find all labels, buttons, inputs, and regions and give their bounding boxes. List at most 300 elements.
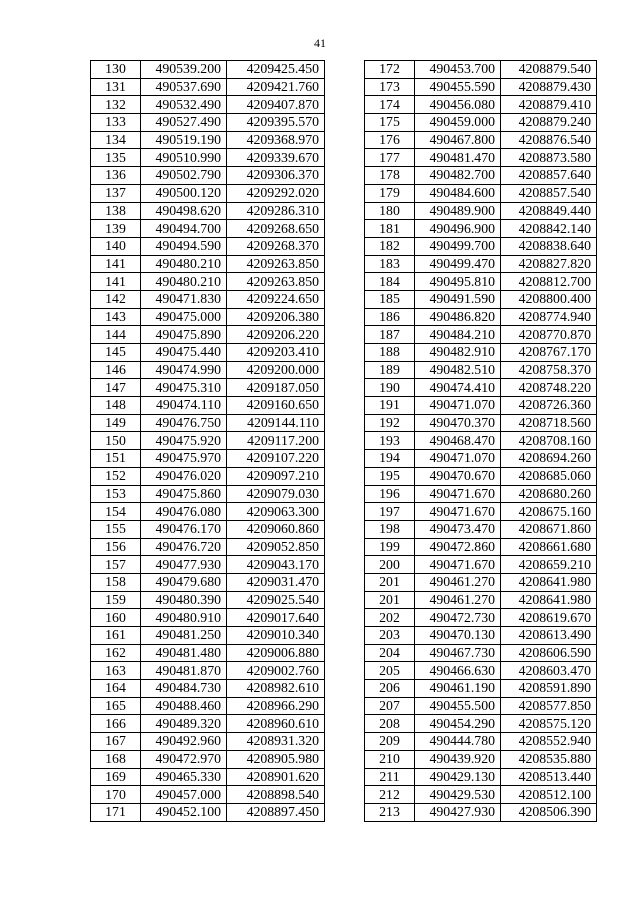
- point-number-cell: 153: [91, 485, 141, 503]
- x-coordinate-cell: 490500.120: [141, 184, 227, 202]
- y-coordinate-cell: 4208512.100: [501, 786, 597, 804]
- table-row: [365, 715, 597, 733]
- table-row: [91, 538, 325, 556]
- x-coordinate-cell: 490467.800: [415, 131, 501, 149]
- y-coordinate-cell: 4208641.980: [501, 591, 597, 609]
- y-coordinate-cell: 4208873.580: [501, 149, 597, 167]
- point-number-cell: 160: [91, 609, 141, 627]
- table-row: [365, 344, 597, 362]
- x-coordinate-cell: 490479.680: [141, 573, 227, 591]
- y-coordinate-cell: 4208535.880: [501, 750, 597, 768]
- table-row: [365, 273, 597, 291]
- x-coordinate-cell: 490456.080: [415, 96, 501, 114]
- y-coordinate-cell: 4209263.850: [227, 273, 325, 291]
- coordinates-table-left: [90, 60, 325, 822]
- point-number-cell: 189: [365, 361, 415, 379]
- y-coordinate-cell: 4208671.860: [501, 520, 597, 538]
- table-row: [91, 344, 325, 362]
- point-number-cell: 134: [91, 131, 141, 149]
- table-row: [365, 61, 597, 79]
- table-row: [91, 149, 325, 167]
- table-row: [365, 680, 597, 698]
- point-number-cell: 139: [91, 220, 141, 238]
- table-row: [91, 750, 325, 768]
- x-coordinate-cell: 490484.600: [415, 184, 501, 202]
- x-coordinate-cell: 490475.920: [141, 432, 227, 450]
- y-coordinate-cell: 4208606.590: [501, 644, 597, 662]
- point-number-cell: 162: [91, 644, 141, 662]
- x-coordinate-cell: 490474.110: [141, 397, 227, 415]
- table-row: [365, 627, 597, 645]
- point-number-cell: 201: [365, 573, 415, 591]
- y-coordinate-cell: 4208680.260: [501, 485, 597, 503]
- y-coordinate-cell: 4208575.120: [501, 715, 597, 733]
- point-number-cell: 165: [91, 697, 141, 715]
- x-coordinate-cell: 490484.730: [141, 680, 227, 698]
- y-coordinate-cell: 4209421.760: [227, 78, 325, 96]
- y-coordinate-cell: 4209144.110: [227, 414, 325, 432]
- x-coordinate-cell: 490480.210: [141, 255, 227, 273]
- point-number-cell: 213: [365, 803, 415, 821]
- y-coordinate-cell: 4208726.360: [501, 397, 597, 415]
- x-coordinate-cell: 490455.500: [415, 697, 501, 715]
- table-row: [91, 609, 325, 627]
- point-number-cell: 150: [91, 432, 141, 450]
- y-coordinate-cell: 4208552.940: [501, 733, 597, 751]
- table-row: [91, 680, 325, 698]
- x-coordinate-cell: 490444.780: [415, 733, 501, 751]
- point-number-cell: 211: [365, 768, 415, 786]
- table-row: [91, 220, 325, 238]
- table-row: [365, 78, 597, 96]
- x-coordinate-cell: 490477.930: [141, 556, 227, 574]
- x-coordinate-cell: 490476.020: [141, 467, 227, 485]
- x-coordinate-cell: 490475.860: [141, 485, 227, 503]
- point-number-cell: 201: [365, 591, 415, 609]
- table-row: [91, 414, 325, 432]
- table-row: [91, 202, 325, 220]
- x-coordinate-cell: 490475.310: [141, 379, 227, 397]
- table-row: [365, 467, 597, 485]
- x-coordinate-cell: 490427.930: [415, 803, 501, 821]
- y-coordinate-cell: 4209425.450: [227, 61, 325, 79]
- table-row: [91, 379, 325, 397]
- table-row: [91, 503, 325, 521]
- table-row: [365, 379, 597, 397]
- x-coordinate-cell: 490482.700: [415, 167, 501, 185]
- table-row: [365, 573, 597, 591]
- y-coordinate-cell: 4208641.980: [501, 573, 597, 591]
- table-row: [365, 750, 597, 768]
- point-number-cell: 136: [91, 167, 141, 185]
- point-number-cell: 135: [91, 149, 141, 167]
- y-coordinate-cell: 4208685.060: [501, 467, 597, 485]
- point-number-cell: 179: [365, 184, 415, 202]
- x-coordinate-cell: 490495.810: [415, 273, 501, 291]
- x-coordinate-cell: 490489.900: [415, 202, 501, 220]
- point-number-cell: 148: [91, 397, 141, 415]
- y-coordinate-cell: 4208849.440: [501, 202, 597, 220]
- x-coordinate-cell: 490474.410: [415, 379, 501, 397]
- table-row: [365, 237, 597, 255]
- table-row: [365, 538, 597, 556]
- table-row: [91, 733, 325, 751]
- point-number-cell: 143: [91, 308, 141, 326]
- point-number-cell: 144: [91, 326, 141, 344]
- point-number-cell: 141: [91, 255, 141, 273]
- point-number-cell: 163: [91, 662, 141, 680]
- page-number: 41: [314, 36, 326, 50]
- y-coordinate-cell: 4208603.470: [501, 662, 597, 680]
- table-row: [91, 290, 325, 308]
- x-coordinate-cell: 490480.210: [141, 273, 227, 291]
- table-row: [365, 591, 597, 609]
- point-number-cell: 200: [365, 556, 415, 574]
- point-number-cell: 137: [91, 184, 141, 202]
- point-number-cell: 130: [91, 61, 141, 79]
- y-coordinate-cell: 4208931.320: [227, 733, 325, 751]
- point-number-cell: 187: [365, 326, 415, 344]
- y-coordinate-cell: 4208838.640: [501, 237, 597, 255]
- table-row: [365, 768, 597, 786]
- table-row: [365, 485, 597, 503]
- x-coordinate-cell: 490471.670: [415, 485, 501, 503]
- y-coordinate-cell: 4209200.000: [227, 361, 325, 379]
- x-coordinate-cell: 490429.130: [415, 768, 501, 786]
- table-row: [91, 131, 325, 149]
- y-coordinate-cell: 4208966.290: [227, 697, 325, 715]
- point-number-cell: 194: [365, 450, 415, 468]
- point-number-cell: 204: [365, 644, 415, 662]
- point-number-cell: 146: [91, 361, 141, 379]
- table-row: [365, 397, 597, 415]
- point-number-cell: 167: [91, 733, 141, 751]
- y-coordinate-cell: 4208879.410: [501, 96, 597, 114]
- x-coordinate-cell: 490482.510: [415, 361, 501, 379]
- x-coordinate-cell: 490453.700: [415, 61, 501, 79]
- point-number-cell: 207: [365, 697, 415, 715]
- x-coordinate-cell: 490486.820: [415, 308, 501, 326]
- point-number-cell: 203: [365, 627, 415, 645]
- y-coordinate-cell: 4208748.220: [501, 379, 597, 397]
- x-coordinate-cell: 490461.270: [415, 573, 501, 591]
- y-coordinate-cell: 4208767.170: [501, 344, 597, 362]
- point-number-cell: 175: [365, 114, 415, 132]
- x-coordinate-cell: 490470.370: [415, 414, 501, 432]
- y-coordinate-cell: 4208659.210: [501, 556, 597, 574]
- table-row: [91, 450, 325, 468]
- point-number-cell: 206: [365, 680, 415, 698]
- table-row: [91, 803, 325, 821]
- y-coordinate-cell: 4208770.870: [501, 326, 597, 344]
- y-coordinate-cell: 4209025.540: [227, 591, 325, 609]
- point-number-cell: 195: [365, 467, 415, 485]
- y-coordinate-cell: 4208842.140: [501, 220, 597, 238]
- y-coordinate-cell: 4208898.540: [227, 786, 325, 804]
- y-coordinate-cell: 4209097.210: [227, 467, 325, 485]
- x-coordinate-cell: 490476.080: [141, 503, 227, 521]
- table-row: [91, 662, 325, 680]
- y-coordinate-cell: 4208675.160: [501, 503, 597, 521]
- point-number-cell: 172: [365, 61, 415, 79]
- y-coordinate-cell: 4209107.220: [227, 450, 325, 468]
- table-row: [91, 786, 325, 804]
- table-row: [91, 768, 325, 786]
- y-coordinate-cell: 4209117.200: [227, 432, 325, 450]
- table-row: [365, 308, 597, 326]
- table-row: [91, 114, 325, 132]
- y-coordinate-cell: 4208718.560: [501, 414, 597, 432]
- table-row: [365, 290, 597, 308]
- x-coordinate-cell: 490470.130: [415, 627, 501, 645]
- table-row: [365, 326, 597, 344]
- table-row: [365, 96, 597, 114]
- point-number-cell: 133: [91, 114, 141, 132]
- x-coordinate-cell: 490494.590: [141, 237, 227, 255]
- x-coordinate-cell: 490476.720: [141, 538, 227, 556]
- table-row: [91, 556, 325, 574]
- point-number-cell: 188: [365, 344, 415, 362]
- table-row: [91, 591, 325, 609]
- y-coordinate-cell: 4208619.670: [501, 609, 597, 627]
- y-coordinate-cell: 4208812.700: [501, 273, 597, 291]
- y-coordinate-cell: 4208857.540: [501, 184, 597, 202]
- point-number-cell: 184: [365, 273, 415, 291]
- y-coordinate-cell: 4208901.620: [227, 768, 325, 786]
- point-number-cell: 142: [91, 290, 141, 308]
- point-number-cell: 159: [91, 591, 141, 609]
- point-number-cell: 154: [91, 503, 141, 521]
- table-row: [91, 520, 325, 538]
- x-coordinate-cell: 490471.830: [141, 290, 227, 308]
- x-coordinate-cell: 490481.250: [141, 627, 227, 645]
- x-coordinate-cell: 490527.490: [141, 114, 227, 132]
- y-coordinate-cell: 4208694.260: [501, 450, 597, 468]
- point-number-cell: 161: [91, 627, 141, 645]
- x-coordinate-cell: 490473.470: [415, 520, 501, 538]
- y-coordinate-cell: 4208506.390: [501, 803, 597, 821]
- table-row: [91, 61, 325, 79]
- y-coordinate-cell: 4208960.610: [227, 715, 325, 733]
- point-number-cell: 186: [365, 308, 415, 326]
- x-coordinate-cell: 490476.170: [141, 520, 227, 538]
- x-coordinate-cell: 490472.970: [141, 750, 227, 768]
- point-number-cell: 166: [91, 715, 141, 733]
- y-coordinate-cell: 4209339.670: [227, 149, 325, 167]
- point-number-cell: 183: [365, 255, 415, 273]
- y-coordinate-cell: 4209263.850: [227, 255, 325, 273]
- x-coordinate-cell: 490481.470: [415, 149, 501, 167]
- point-number-cell: 147: [91, 379, 141, 397]
- point-number-cell: 202: [365, 609, 415, 627]
- x-coordinate-cell: 490499.470: [415, 255, 501, 273]
- table-row: [91, 326, 325, 344]
- point-number-cell: 191: [365, 397, 415, 415]
- table-row: [365, 556, 597, 574]
- x-coordinate-cell: 490472.730: [415, 609, 501, 627]
- table-row: [365, 149, 597, 167]
- x-coordinate-cell: 490459.000: [415, 114, 501, 132]
- y-coordinate-cell: 4209224.650: [227, 290, 325, 308]
- y-coordinate-cell: 4208661.680: [501, 538, 597, 556]
- y-coordinate-cell: 4209268.370: [227, 237, 325, 255]
- y-coordinate-cell: 4208774.940: [501, 308, 597, 326]
- table-row: [365, 167, 597, 185]
- x-coordinate-cell: 490498.620: [141, 202, 227, 220]
- point-number-cell: 208: [365, 715, 415, 733]
- point-number-cell: 155: [91, 520, 141, 538]
- point-number-cell: 170: [91, 786, 141, 804]
- y-coordinate-cell: 4208897.450: [227, 803, 325, 821]
- y-coordinate-cell: 4208708.160: [501, 432, 597, 450]
- y-coordinate-cell: 4209292.020: [227, 184, 325, 202]
- y-coordinate-cell: 4209160.650: [227, 397, 325, 415]
- y-coordinate-cell: 4209268.650: [227, 220, 325, 238]
- table-row: [91, 644, 325, 662]
- x-coordinate-cell: 490454.290: [415, 715, 501, 733]
- point-number-cell: 158: [91, 573, 141, 591]
- point-number-cell: 151: [91, 450, 141, 468]
- x-coordinate-cell: 490475.970: [141, 450, 227, 468]
- x-coordinate-cell: 490539.200: [141, 61, 227, 79]
- x-coordinate-cell: 490476.750: [141, 414, 227, 432]
- x-coordinate-cell: 490502.790: [141, 167, 227, 185]
- y-coordinate-cell: 4208827.820: [501, 255, 597, 273]
- table-row: [365, 733, 597, 751]
- point-number-cell: 157: [91, 556, 141, 574]
- y-coordinate-cell: 4209017.640: [227, 609, 325, 627]
- point-number-cell: 190: [365, 379, 415, 397]
- x-coordinate-cell: 490439.920: [415, 750, 501, 768]
- y-coordinate-cell: 4209368.970: [227, 131, 325, 149]
- table-row: [365, 697, 597, 715]
- x-coordinate-cell: 490482.910: [415, 344, 501, 362]
- point-number-cell: 168: [91, 750, 141, 768]
- table-row: [365, 786, 597, 804]
- point-number-cell: 173: [365, 78, 415, 96]
- y-coordinate-cell: 4209407.870: [227, 96, 325, 114]
- table-row: [365, 131, 597, 149]
- x-coordinate-cell: 490429.530: [415, 786, 501, 804]
- y-coordinate-cell: 4209063.300: [227, 503, 325, 521]
- table-row: [91, 273, 325, 291]
- table-row: [91, 361, 325, 379]
- table-row: [365, 662, 597, 680]
- y-coordinate-cell: 4209002.760: [227, 662, 325, 680]
- x-coordinate-cell: 490481.480: [141, 644, 227, 662]
- x-coordinate-cell: 490471.670: [415, 556, 501, 574]
- x-coordinate-cell: 490455.590: [415, 78, 501, 96]
- x-coordinate-cell: 490471.070: [415, 450, 501, 468]
- y-coordinate-cell: 4208613.490: [501, 627, 597, 645]
- y-coordinate-cell: 4209206.220: [227, 326, 325, 344]
- table-row: [365, 202, 597, 220]
- table-row: [365, 184, 597, 202]
- point-number-cell: 212: [365, 786, 415, 804]
- point-number-cell: 176: [365, 131, 415, 149]
- table-row: [91, 237, 325, 255]
- table-row: [91, 715, 325, 733]
- x-coordinate-cell: 490475.000: [141, 308, 227, 326]
- y-coordinate-cell: 4208857.640: [501, 167, 597, 185]
- table-row: [91, 697, 325, 715]
- table-row: [91, 308, 325, 326]
- point-number-cell: 177: [365, 149, 415, 167]
- y-coordinate-cell: 4208577.850: [501, 697, 597, 715]
- y-coordinate-cell: 4209206.380: [227, 308, 325, 326]
- x-coordinate-cell: 490496.900: [415, 220, 501, 238]
- y-coordinate-cell: 4209006.880: [227, 644, 325, 662]
- table-row: [91, 573, 325, 591]
- x-coordinate-cell: 490461.270: [415, 591, 501, 609]
- x-coordinate-cell: 490475.440: [141, 344, 227, 362]
- y-coordinate-cell: 4208876.540: [501, 131, 597, 149]
- point-number-cell: 131: [91, 78, 141, 96]
- x-coordinate-cell: 490537.690: [141, 78, 227, 96]
- point-number-cell: 196: [365, 485, 415, 503]
- y-coordinate-cell: 4209395.570: [227, 114, 325, 132]
- y-coordinate-cell: 4209031.470: [227, 573, 325, 591]
- point-number-cell: 180: [365, 202, 415, 220]
- y-coordinate-cell: 4209060.860: [227, 520, 325, 538]
- y-coordinate-cell: 4209010.340: [227, 627, 325, 645]
- x-coordinate-cell: 490488.460: [141, 697, 227, 715]
- table-row: [91, 255, 325, 273]
- table-row: [91, 432, 325, 450]
- y-coordinate-cell: 4209187.050: [227, 379, 325, 397]
- y-coordinate-cell: 4208879.540: [501, 61, 597, 79]
- point-number-cell: 132: [91, 96, 141, 114]
- x-coordinate-cell: 490467.730: [415, 644, 501, 662]
- table-row: [365, 361, 597, 379]
- table-row: [365, 432, 597, 450]
- y-coordinate-cell: 4208800.400: [501, 290, 597, 308]
- table-row: [365, 520, 597, 538]
- point-number-cell: 141: [91, 273, 141, 291]
- x-coordinate-cell: 490480.910: [141, 609, 227, 627]
- x-coordinate-cell: 490475.890: [141, 326, 227, 344]
- point-number-cell: 210: [365, 750, 415, 768]
- x-coordinate-cell: 490472.860: [415, 538, 501, 556]
- table-row: [91, 96, 325, 114]
- table-row: [365, 803, 597, 821]
- x-coordinate-cell: 490532.490: [141, 96, 227, 114]
- point-number-cell: 185: [365, 290, 415, 308]
- x-coordinate-cell: 490489.320: [141, 715, 227, 733]
- y-coordinate-cell: 4208513.440: [501, 768, 597, 786]
- x-coordinate-cell: 490474.990: [141, 361, 227, 379]
- x-coordinate-cell: 490461.190: [415, 680, 501, 698]
- x-coordinate-cell: 490466.630: [415, 662, 501, 680]
- table-row: [365, 609, 597, 627]
- y-coordinate-cell: 4208982.610: [227, 680, 325, 698]
- point-number-cell: 192: [365, 414, 415, 432]
- x-coordinate-cell: 490481.870: [141, 662, 227, 680]
- table-row: [91, 78, 325, 96]
- point-number-cell: 182: [365, 237, 415, 255]
- point-number-cell: 169: [91, 768, 141, 786]
- point-number-cell: 152: [91, 467, 141, 485]
- y-coordinate-cell: 4208905.980: [227, 750, 325, 768]
- table-row: [365, 503, 597, 521]
- x-coordinate-cell: 490492.960: [141, 733, 227, 751]
- point-number-cell: 149: [91, 414, 141, 432]
- point-number-cell: 209: [365, 733, 415, 751]
- point-number-cell: 197: [365, 503, 415, 521]
- x-coordinate-cell: 490457.000: [141, 786, 227, 804]
- point-number-cell: 174: [365, 96, 415, 114]
- table-row: [365, 450, 597, 468]
